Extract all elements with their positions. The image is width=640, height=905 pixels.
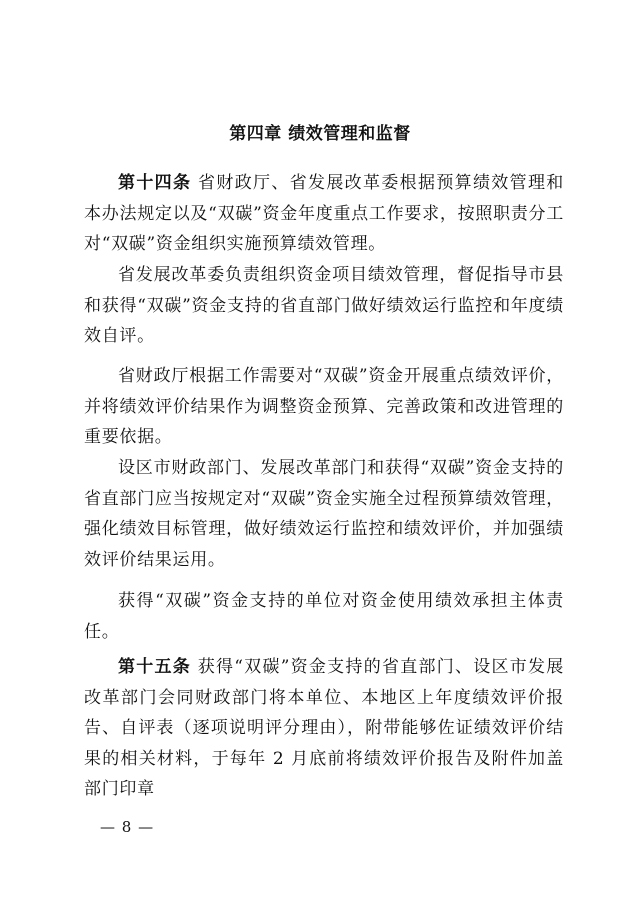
article-15-label: 第十五条 [118,657,192,677]
chapter-title: 第四章 绩效管理和监督 [229,124,411,144]
article-15-paragraph [84,652,564,805]
paragraph-3: 省财政厅根据工作需要对“双碳”资金开展重点绩效评价，并将绩效评价结果作为调整资金预算、完善政策和改进管理的重要依据。 [84,366,564,447]
paragraph-4: 设区市财政部门、发展改革部门和获得“双碳”资金支持的省直部门应当按规定对“双碳”资金实施全过程预算绩效管理，强化绩效目标管理，做好绩效运行监控和绩效评价，并加强绩效评价结果运用。 [84,458,564,570]
article-14-text: 省财政厅、省发展改革委根据预算绩效管理和本办法规定以及“双碳”资金年度重点工作要求，按照职责分工对“双碳”资金组织实施预算绩效管理。 [84,173,564,254]
article-14-paragraph [84,168,564,260]
article-15-text: 获得“双碳”资金支持的省直部门、设区市发展改革部门会同财政部门将本单位、本地区上年度绩效评价报告、自评表（逐项说明评分理由），附带能够佐证绩效评价结果的相关材料，于每年 2 月底前将绩效评价报告及附件加盖部门印章 [84,657,564,799]
paragraph-2: 省发展改革委负责组织资金项目绩效管理，督促指导市县和获得“双碳”资金支持的省直部门做好绩效运行监控和年度绩效自评。 [84,265,564,346]
page-number: — 8 — [100,818,155,836]
article-14-label: 第十四条 [118,173,192,193]
paragraph-5: 获得“双碳”资金支持的单位对资金使用绩效承担主体责任。 [84,591,564,642]
